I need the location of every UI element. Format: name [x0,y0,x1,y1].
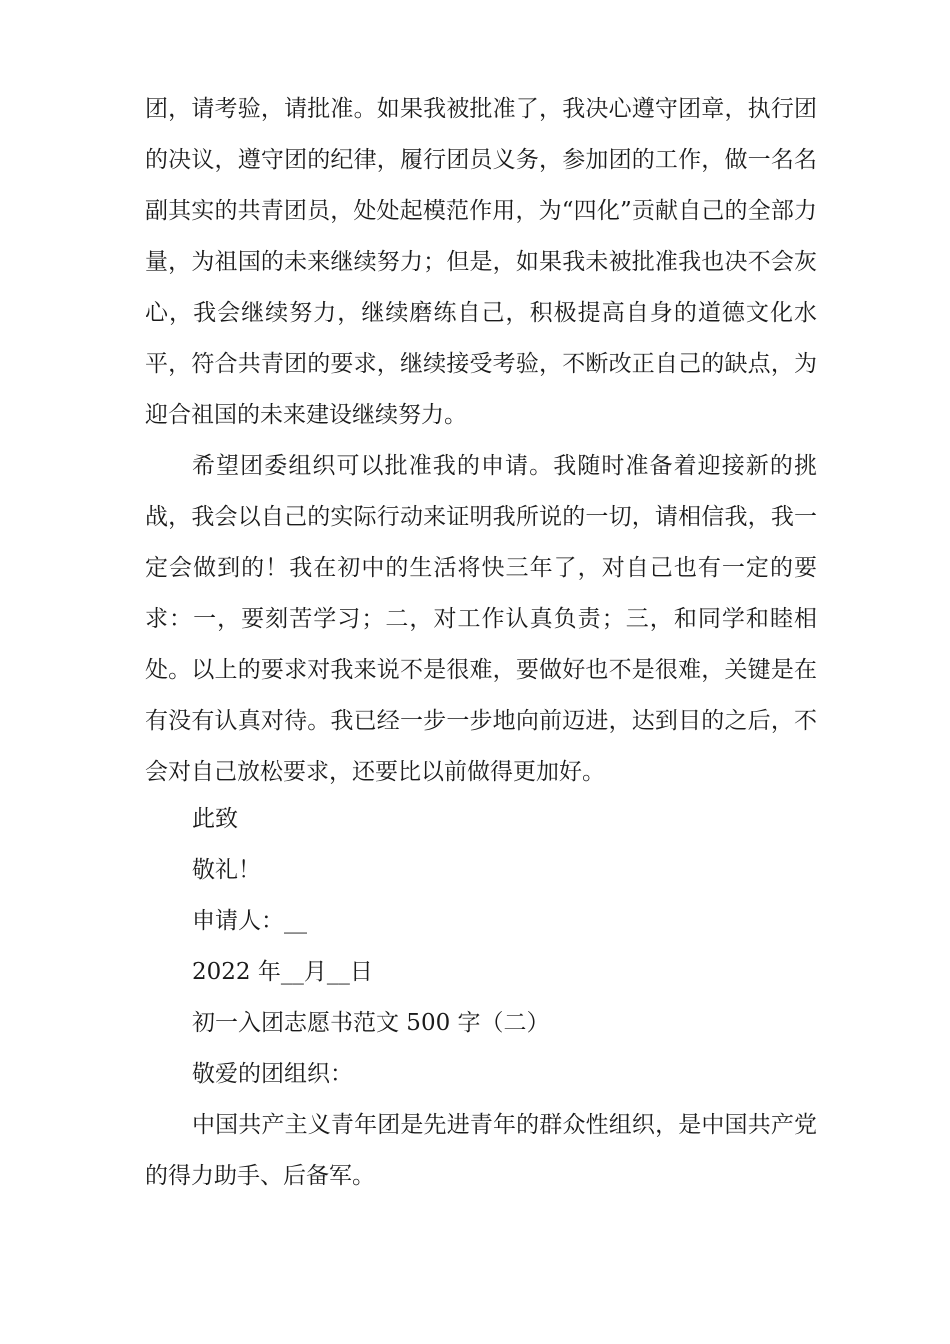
paragraph-continuation: 团，请考验，请批准。如果我被批准了，我决心遵守团章，执行团的决议，遵守团的纪律，履行团员义务，参加团的工作，做一名名副其实的共青团员，处处起模范作用，为“四化”贡献自己的全部力量，为祖国的未来继续努力；但是，如果我未被批准我也决不会灰心，我会继续努力，继续磨练自己，积极提高自身的道德文化水平，符合共青团的要求，继续接受考验，不断改正自己的缺点，为迎合祖国的未来建设继续努力。 [145,96,817,428]
section-title: 初一入团志愿书范文 500 字（二） [192,1010,550,1036]
closing-block [145,794,817,1202]
body-text-upper [145,84,817,798]
paragraph-final: 中国共产主义青年团是先进青年的群众性组织，是中国共产党的得力助手、后备军。 [145,1112,817,1189]
paragraph-hope: 希望团委组织可以批准我的申请。我随时准备着迎接新的挑战，我会以自己的实际行动来证明我所说的一切，请相信我，我一定会做到的！我在初中的生活将快三年了，对自己也有一定的要求：一，要刻苦学习；二，对工作认真负责；三，和同学和睦相处。以上的要求对我来说不是很难，要做好也不是很难，关键是在有没有认真对待。我已经一步一步地向前迈进，达到目的之后，不会对自己放松要求，还要比以前做得更加好。 [145,453,817,785]
closing-salutation-1: 此致 [192,806,238,832]
closing-salutation-2: 敬礼！ [192,857,261,883]
applicant-line: 申请人：__ [192,908,307,934]
greeting-line: 敬爱的团组织： [192,1061,353,1087]
date-line: 2022 年__月__日 [192,959,373,985]
